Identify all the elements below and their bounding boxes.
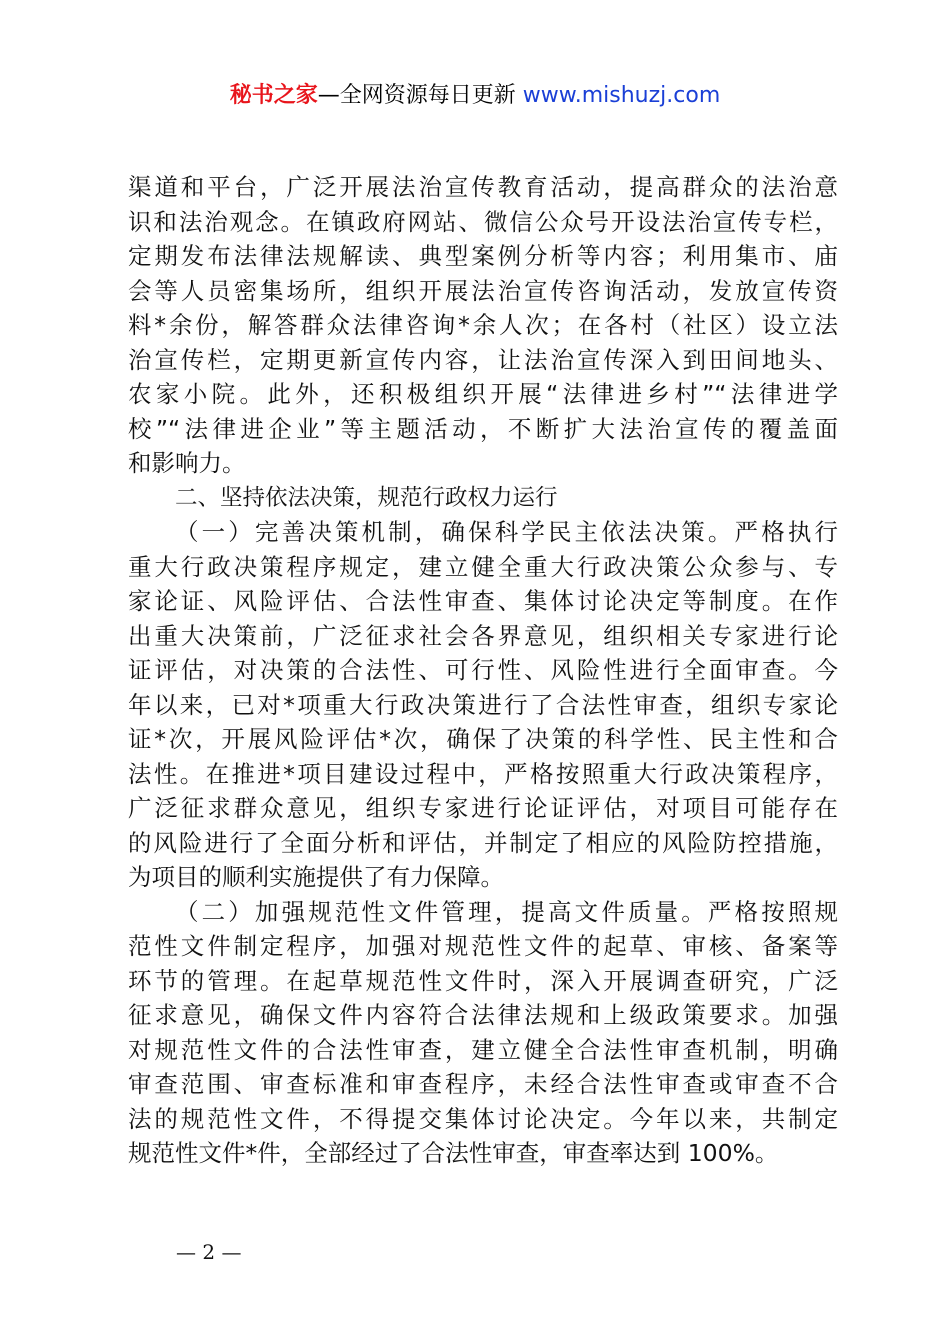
body-line: 对规范性文件的合法性审查，建立健全合法性审查机制，明确 [128, 1035, 838, 1064]
body-line: 审查范围、审查标准和审查程序，未经合法性审查或审查不合 [128, 1070, 838, 1098]
header-slogan: —全网资源每日更新 [317, 83, 516, 108]
body-line: 为项目的顺利实施提供了有力保障。 [128, 863, 504, 891]
body-line: 征求意见，确保文件内容符合法律法规和上级政策要求。加强 [128, 1001, 838, 1029]
section-heading: 二、坚持依法决策，规范行政权力运行 [175, 484, 558, 511]
body-line: 和影响力。 [128, 449, 246, 477]
body-line: 年以来，已对*项重大行政决策进行了合法性审查，组织专家论 [128, 690, 838, 719]
body-line: 证评估，对决策的合法性、可行性、风险性进行全面审查。今 [128, 656, 838, 684]
body-line: 广泛征求群众意见，组织专家进行论证评估，对项目可能存在 [128, 794, 838, 822]
body-line: 校”“法律进企业”等主题活动，不断扩大法治宣传的覆盖面 [128, 414, 838, 443]
body-line: 出重大决策前，广泛征求社会各界意见，组织相关专家进行论 [128, 621, 838, 650]
body-line: 范性文件制定程序，加强对规范性文件的起草、审核、备案等 [128, 932, 838, 960]
body-line: 法的规范性文件，不得提交集体讨论决定。今年以来，共制定 [128, 1104, 838, 1133]
body-line: 渠道和平台，广泛开展法治宣传教育活动，提高群众的法治意 [128, 173, 838, 201]
body-line: 环节的管理。在起草规范性文件时，深入开展调查研究，广泛 [128, 966, 838, 995]
body-line: 会等人员密集场所，组织开展法治宣传咨询活动，发放宣传资 [128, 276, 838, 305]
body-line: 定期发布法律法规解读、典型案例分析等内容；利用集市、庙 [128, 242, 838, 270]
body-line: 治宣传栏，定期更新宣传内容，让法治宣传深入到田间地头、 [128, 345, 838, 374]
site-url-link[interactable]: www.mishuzj.com [515, 83, 721, 108]
document-body [128, 170, 838, 1171]
subsection-lead-line: （一）完善决策机制，确保科学民主依法决策。严格执行 [175, 518, 838, 546]
body-line: 的风险进行了全面分析和评估，并制定了相应的风险防控措施， [128, 828, 838, 857]
page-number: — 2 — [176, 1240, 242, 1264]
brand-name: 秘书之家 [229, 83, 318, 108]
body-line: 规范性文件*件，全部经过了合法性审查，审查率达到 100%。 [128, 1139, 779, 1167]
body-line: 家论证、风险评估、合法性审查、集体讨论决定等制度。在作 [128, 587, 838, 615]
body-line: 农家小院。此外，还积极组织开展“法律进乡村”“法律进学 [128, 380, 838, 408]
body-line: 料*余份，解答群众法律咨询*余人次；在各村（社区）设立法 [128, 311, 838, 339]
body-line: 识和法治观念。在镇政府网站、微信公众号开设法治宣传专栏， [128, 207, 838, 236]
site-header [0, 80, 950, 112]
body-line: 证*次，开展风险评估*次，确保了决策的科学性、民主性和合 [128, 725, 838, 753]
body-line: 法性。在推进*项目建设过程中，严格按照重大行政决策程序， [128, 759, 838, 788]
body-line: 重大行政决策程序规定，建立健全重大行政决策公众参与、专 [128, 552, 838, 581]
subsection-lead-line: （二）加强规范性文件管理，提高文件质量。严格按照规 [175, 897, 838, 926]
